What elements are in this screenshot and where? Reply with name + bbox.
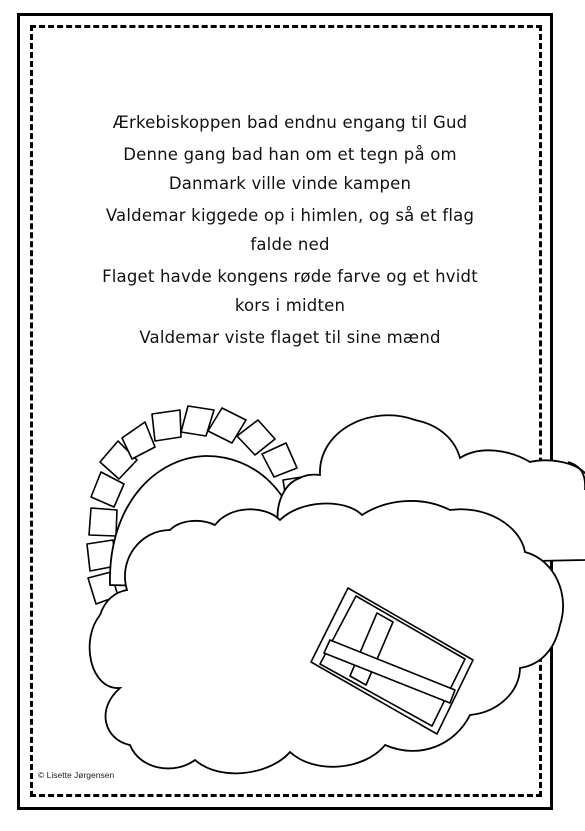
poem-line-6: Flaget havde kongens røde farve og et hvidt xyxy=(102,267,478,286)
poem-line-1: Ærkebiskoppen bad endnu engang til Gud xyxy=(112,113,468,132)
poem-line-7: kors i midten xyxy=(234,296,346,315)
poem-line-5: falde ned xyxy=(250,235,330,254)
poem-line-4: Valdemar kiggede op i himlen, og så et flag xyxy=(105,206,475,225)
poem-line-3: Danmark ville vinde kampen xyxy=(168,174,412,193)
poem-line-8: Valdemar viste flaget til sine mænd xyxy=(139,328,441,347)
poem-line-2: Denne gang bad han om et tegn på om xyxy=(123,145,457,164)
copyright-credit: © Lisette Jørgensen xyxy=(38,770,115,780)
